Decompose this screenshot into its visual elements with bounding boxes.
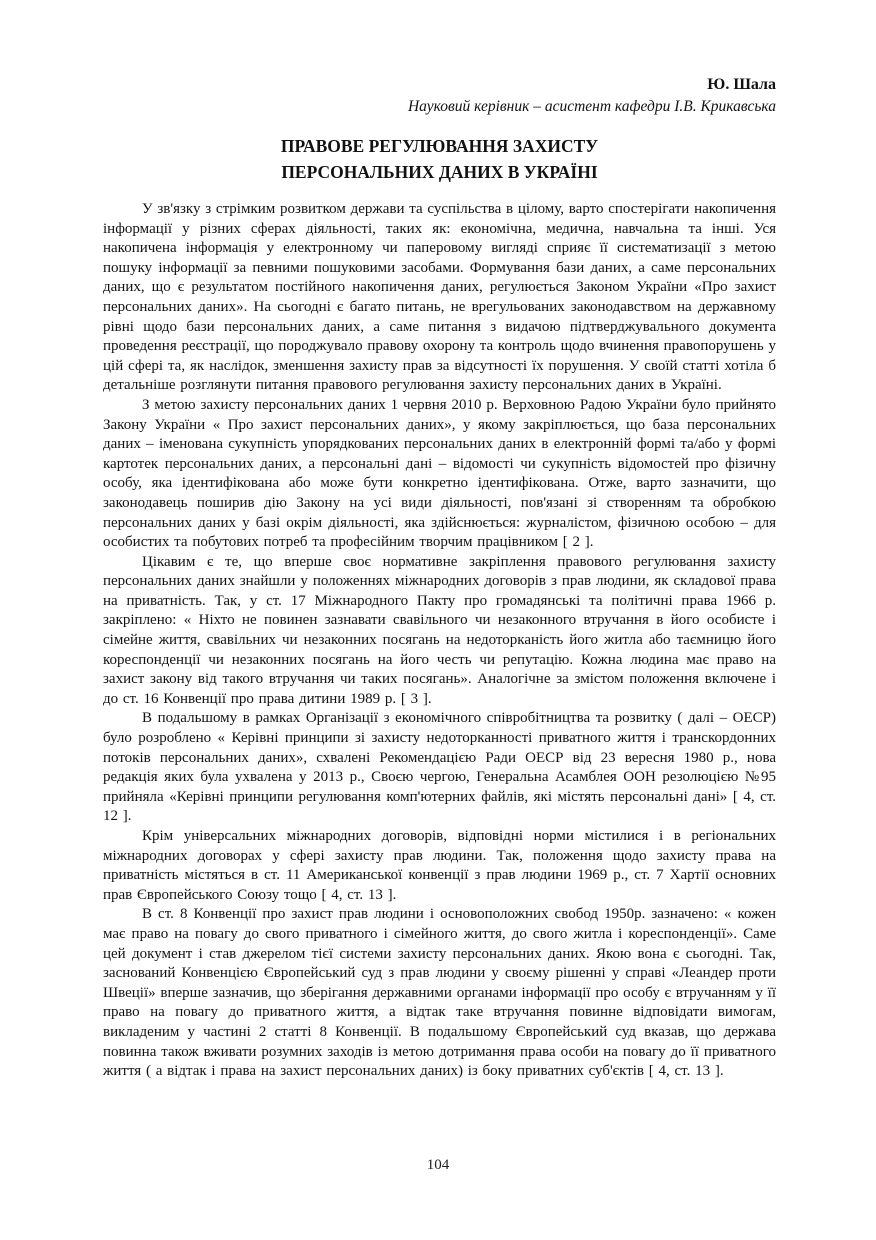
paragraph: Цікавим є те, що вперше своє нормативне закріплення правового регулювання захисту персональних даних знайшли у положеннях міжнародних договорів з прав людини, як складової права на приватність. Так, у ст. 17 Міжнародного Пакту про громадянські та політичні права 1966 р. закріплено: « Ніхто не повинен зазнавати свавільного чи незаконного втручання в його особисте і сімейне життя, свавільних чи незаконних посягань на недоторканість його житла або таємницю його кореспонденції чи незаконних посягань на його честь чи репутацію. Кожна людина має право на захист закону від такого втручання чи таких посягань». Аналогічне за змістом положення включене і до ст. 16 Конвенції про права дитини 1989 р. [ 3 ].	[103, 553, 776, 707]
article-title-line-1: ПРАВОВЕ РЕГУЛЮВАННЯ ЗАХИСТУ	[280, 136, 599, 156]
article-body	[103, 200, 776, 1082]
paragraph: У зв'язку з стрімким розвитком держави та суспільства в цілому, варто спостерігати накопичення інформації у різних сферах діяльності, таких як: економічна, медична, навчальна та інші. Уся накопичена інформація у електронному чи паперовому вигляді сприяє її систематизації з метою пошуку інформації за певними пошуковими засобами. Формування бази даних, а саме персональних даних, що є результатом постійного накопичення даних, регулюється Законом України «Про захист персональних даних». На сьогодні є багато питань, не врегульованих законодавством на державному рівні щодо бази персональних даних, а саме питання з видачою підтверджувального документа проведення реєстрації, що породжувало правову охорону та контроль щодо вчинення правопорушень у цій сфері та, як наслідок, зменшення захисту прав за відсутності їх порушення. У своїй статті хотіла б детальніше розглянути питання правового регулювання захисту персональних даних в Україні.	[103, 201, 776, 394]
paragraph: З метою захисту персональних даних 1 червня 2010 р. Верховною Радою України було прийнято Закону України « Про захист персональних даних», у якому закріплюється, що база персональних даних – іменована сукупність упорядкованих персональних даних в електронній формі та/або у формі картотек персональних даних, а персональні дані – відомості чи сукупність відомостей про фізичну особу, яка ідентифікована або може бути конкретно ідентифікована. Отже, варто зазначити, що законодавець поширив дію Закону на усі види діяльності, пов'язані зі створенням та обробкою персональних даних у базі окрім діяльності, яка здійснюється: журналістом, фізичною особою – для особистих та побутових потреб та професійним творчим працівником [ 2 ].	[103, 396, 776, 551]
author-name: Ю. Шала	[707, 76, 776, 93]
paragraph: В ст. 8 Конвенції про захист прав людини і основоположних свобод 1950р. зазначено: « кожен має право на повагу до свого приватного і сімейного життя, до свого житла і кореспонденції». Саме цей документ і став джерелом тієї системи захисту персональних даних. Якою вона є сьогодні. Так, заснований Конвенцією Європейський суд з прав людини у своєму рішенні у справі «Леандер проти Швеції» вперше зазначив, що зберігання державними органами інформації про особу є втручанням у її право на повагу до приватного життя, а відтак таке втручання повинне відповідати вимогам, викладеним у частині 2 статті 8 Конвенції. В подальшому Європейський суд вказав, що держава повинна також вживати розумних заходів із метою дотримання права особи на повагу до її приватного життя ( а відтак і права на захист персональних даних) із боку приватних суб'єктів [ 4, ст. 13 ].	[103, 906, 776, 1080]
byline-block	[103, 74, 776, 118]
page-content	[103, 74, 776, 1082]
page-number: 104	[426, 1157, 450, 1173]
paragraph: Крім універсальних міжнародних договорів, відповідні норми містилися і в регіональних міжнародних договорах у сфері захисту прав людини. Так, положення щодо захисту права на приватність містяться в ст. 11 Американської конвенції з прав людини 1969 р., ст. 7 Хартії основних прав Європейського Союзу тощо [ 4, ст. 13 ].	[103, 828, 776, 903]
paragraph: В подальшому в рамках Організації з економічного співробітництва та розвитку ( далі – ОЕСР) було розроблено « Керівні принципи зі захисту недоторканності приватного життя і транскордонних потоків персональних даних», схвалені Рекомендацією Ради ОЕСР від 23 вересня 1980 р., нова редакція яких була ухвалена у 2013 р., Своєю чергою, Генеральна Асамблея ООН резолюцією №95 прийняла «Керівні принципи регулювання комп'ютерних файлів, які містять персональні дані» [ 4, ст. 12 ].	[103, 710, 776, 825]
article-title-line-2: ПЕРСОНАЛЬНИХ ДАНИХ В УКРАЇНІ	[281, 162, 598, 182]
supervisor-line: Науковий керівник – асистент кафедри І.В. Крикавська	[407, 98, 776, 115]
article-title	[103, 133, 776, 185]
